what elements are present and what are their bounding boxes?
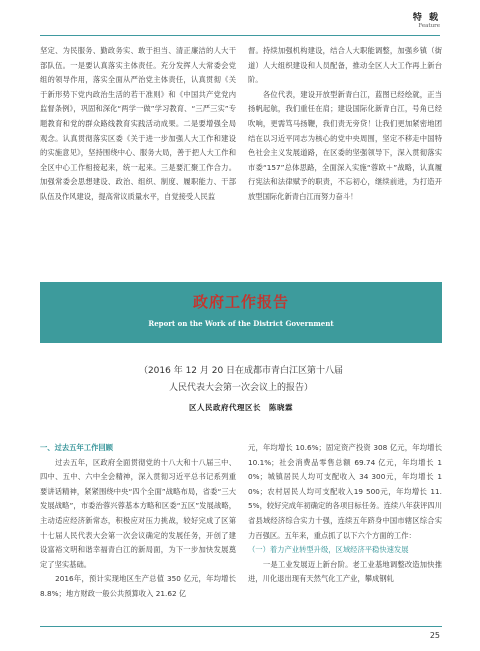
bottom-right-text-after: 一是工业发展迈上新台阶。老工业基地调整改造加快推进，川化退出现有天然气化工产业，攀成钢轧 (248, 559, 442, 584)
banner-title-english: Report on the Work of the District Government (148, 319, 334, 328)
section-heading: 一、过去五年工作回顾 (40, 443, 113, 452)
top-left-column-text: 坚定、为民服务、勤政务实、敢于担当、清正廉洁的人大干部队伍。一是要认真落实主体责任。充分发挥人大常委会党组的领导作用，落实全面从严治党主体责任，认真贯彻《关于新形势下党内政治生活的若干准则》和《中国共产党党内监督条例》，巩固和深化“两学一做”学习教育、“三严三实”专题教育和党的群众路线教育实践活动成果。二是要增强全局观念。认真贯彻落实区委《关于进一步加强人大工作和建设的实施意见》，坚持围绕中心、服务大局，善于把人大工作和全区中心工作相接起来，统一起来。三是要汇聚工作合力。加强常委会思想建设、政治、组织、制度、履职能力、干部队伍及作风建设，提高常议质量水平，自觉接受人民监 (40, 46, 236, 201)
banner-title-chinese: 政府工作报告 (192, 293, 289, 311)
bottom-right-text-before: 元，年均增长 10.6%；固定资产投资 308 亿元，年均增长 10.1%；社会消费品零售总额 69.74 亿元，年均增长 10%；城镇居民人均可支配收入 34 300元，年均增长 10%；农村居民人均可支配收入19 500元，年均增长 11.5%，较好完成年初确定的各项目标任务。连续八年获评四川省县域经济综合实力十强，连续五年跻身中国市辖区综合实力百强区。五年来，重点抓了以下六个方面的工作： (248, 443, 445, 540)
bottom-left-column (40, 441, 236, 602)
bottom-left-column-text: 过去五年，区政府全面贯彻党的十八大和十八届三中、四中、五中、六中全会精神，深入贯彻习近平总书记系列重要讲话精神，紧紧围绕中央“四个全面”战略布局，省委“三大发展战略”，市委治蓉兴蓉基本方略和区委“五区”发展战略，主动适应经济新常态，积极应对压力挑战，较好完成了区第十七届人民代表大会第一次会议确定的发展任务，开创了建设富裕文明和谐幸福青白江的新局面，为下一步加快发展奠定了坚实基础。 2016年，预计实现地区生产总值 350 亿元，年均增长 8.8%；地方财政一般公共预算收入 21.62 亿 (40, 457, 236, 598)
running-header-subtitle: Feature (418, 23, 440, 29)
section-title-banner (40, 282, 442, 343)
report-subtitle-line-1: （2016 年 12 月 20 日在成都市青白江区第十八届 (138, 366, 344, 376)
page-number: 25 (429, 631, 440, 640)
footer-rule (40, 626, 442, 627)
report-author: 区人民政府代理区长 陈晓霖 (189, 403, 293, 412)
running-header-title: 特 载 (412, 13, 440, 23)
top-right-column-text: 督。持续加强机构建设，结合人大职能调整，加强乡镇（街道）人大组织建设和人员配备，推动全区人大工作再上新台阶。 各位代表，建设开放型新青白江，蓝图已经绘就，正当扬帆起航，我们重任在肩；建设国际化新青白江，号角已经吹响，更需笃马扬鞭，我们责无旁贷！让我们更加紧密地团结在以习近平同志为核心的党中央周围，坚定不移走中国特色社会主义发展道路，在区委的坚强领导下，深入贯彻落实市委“157”总体思路，全面深入实施“蓉欧＋”战略，认真履行宪法和法律赋予的职责，不忘初心，继续前进，为打造开放型国际化新青白江而努力奋斗！ (248, 46, 442, 201)
bottom-right-column (248, 441, 445, 587)
report-subtitle-line-2: 人民代表大会第一次会议上的报告） (168, 383, 313, 393)
subsection-heading: （一）着力产业转型升级，区域经济平稳快速发展 (248, 545, 409, 555)
header-rule (40, 35, 440, 36)
